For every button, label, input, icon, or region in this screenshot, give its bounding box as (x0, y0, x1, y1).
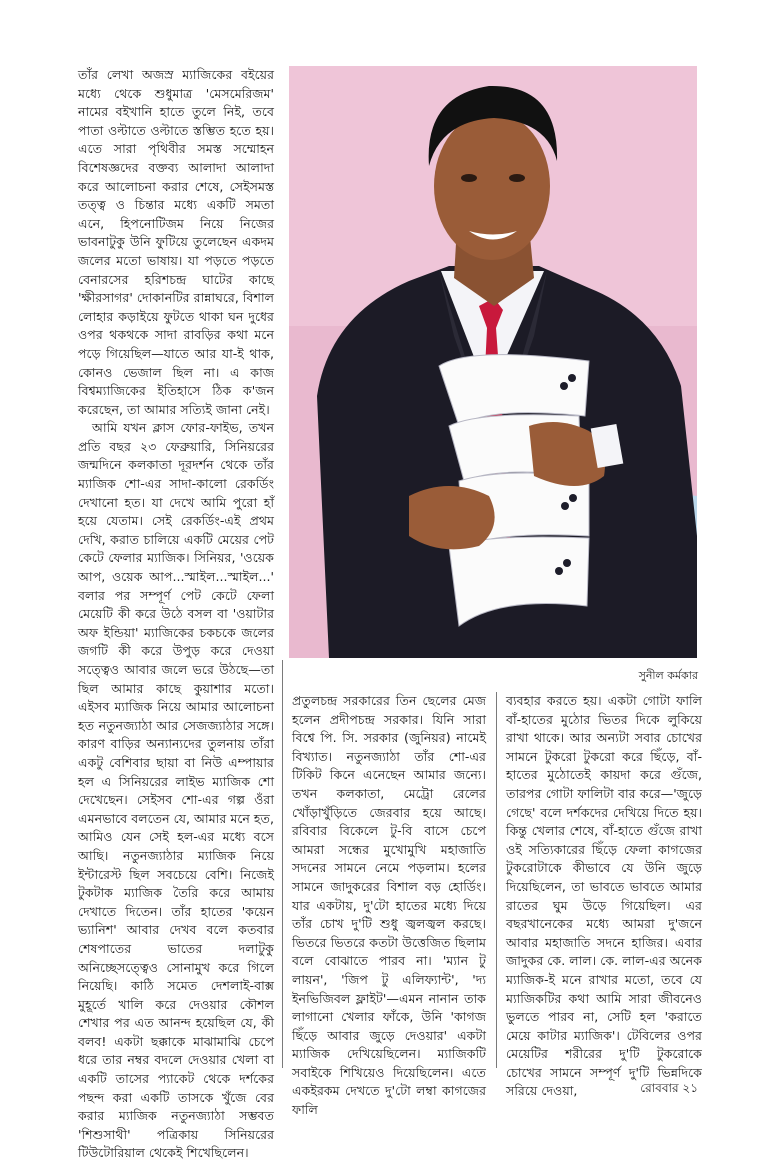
column-divider (282, 660, 283, 1068)
paragraph: ব্যবহার করতে হয়। একটা গোটা ফালি বাঁ-হাতের মুঠোর ভিতর দিকে লুকিয়ে রাখা থাকে। আর অন্যটা সবার চোখের সামনে টুকরো টুকরো করে ছিঁড়ে, বাঁ-হাতের মুঠোতেই কায়দা করে গুঁজে, তারপর গোটা ফালিটা বার করে—'জুড়ে গেছে' বলে দর্শকদের দেখিয়ে দিতে হয়। কিন্তু খেলার শেষে, বাঁ-হাতে গুঁজে রাখা ওই সত্যিকারের ছিঁড়ে ফেলা কাগজের টুকরোটাকে কীভাবে যে উনি জুড়ে দিয়েছিলেন, তা ভাবতে ভাবতে আমার রাতের ঘুম উড়ে গিয়েছিল। এর বছরখানেকের মধ্যে আমরা দু'জনে আবার মহাজাতি সদনে হাজির। এবার জাদুকর কে. লাল। কে. লাল-এর অনেক ম্যাজিক-ই মনে রাখার মতো, তবে যে ম্যাজিকটির কথা আমি সারা জীবনেও ভুলতে পারব না, সেটি হল 'করাতে মেয়ে কাটার ম্যাজিক'। টেবিলের ওপর মেয়েটির শরীরের দু'টি টুকরোকে চোখের সামনে সম্পূর্ণ দু'টি ভিন্নদিকে সরিয়ে দেওয়া, (506, 693, 702, 1099)
paragraph: প্রতুলচন্দ্র সরকারের তিন ছেলের মেজ হলেন প্রদীপচন্দ্র সরকার। যিনি সারা বিশ্বে পি. সি. সরকার (জুনিয়র) নামেই বিখ্যাত। নতুনজ্যাঠা তাঁর শো-এর টিকিট কিনে এনেছেন আমার জন্যে। তখন কলকাতা, মেট্রো রেলের খোঁড়াখুঁড়িতে জেরবার হয়ে আছে। রবিবার বিকেলে টু-বি বাসে চেপে আমরা সন্ধের মুখোমুখি মহাজাতি সদনের সামনে নেমে পড়লাম। হলের সামনে জাদুকরের বিশাল বড় হোর্ডিং। যার একটায়, দু'টো হাতের মধ্যে দিয়ে তাঁর চোখ দু'টি শুধু জ্বলজ্বল করছে। ভিতরে ভিতরে কতটা উত্তেজিত ছিলাম বলে বোঝাতে পারব না। 'ম্যান টু লায়ন', 'জিপ টু এলিফ্যান্ট', 'দ্য ইনভিজিবল ফ্লাইট'—এমন নানান তাক লাগানো খেলার ফাঁকে, উনি 'কাগজ ছিঁড়ে আবার জুড়ে দেওয়ার' একটা ম্যাজিক দেখিয়েছিলেন। ম্যাজিকটি সবাইকে শিখিয়েও দিয়েছিলেন। এতে একইরকম দেখতে দু'টো লম্বা কাগজের ফালি (292, 693, 486, 1118)
photo-credit: সুনীল কর্মকার (638, 669, 698, 682)
magician-photo (289, 66, 697, 658)
article-column-right (506, 692, 702, 1101)
paragraph: তাঁর লেখা অজস্র ম্যাজিকের বইয়ের মধ্যে থেকে শুধুমাত্র 'মেসমেরিজম' নামের বইখানি হাতে তুলে নিই, তবে পাতা ওল্টাতে ওল্টাতে স্তম্ভিত হতে হয়। এতে সারা পৃথিবীর সমস্ত সম্মোহন বিশেষজ্ঞদের বক্তব্য আলাদা আলাদা করে আলোচনা করার শেষে, সেইসমস্ত তত্ত্ব ও চিন্তার মধ্যে একটি সমতা এনে, হিপনোটিজম নিয়ে নিজের ভাবনাটুকু উনি ফুটিয়ে তুলেছেন একদম জলের মতো ভাষায়। যা পড়তে পড়তে বেনারসের হরিশচন্দ্র ঘাটের কাছে 'ক্ষীরসাগর' দোকানটির রান্নাঘরে, বিশাল লোহার কড়াইয়ে ফুটতে থাকা ঘন দুধের ওপর থকথকে সাদা রাবড়ির কথা মনে পড়ে গিয়েছিল—যাতে আর যা-ই থাক, কোনও ভেজাল ছিল না। এ কাজ বিশ্বম্যাজিকের ইতিহাসে ঠিক ক'জন করেছেন, তা আমার সত্যিই জানা নেই। (78, 67, 274, 417)
article-column-left (78, 66, 274, 1163)
column-divider (496, 692, 497, 1068)
page-footer: রোববার ২১ (640, 1081, 698, 1095)
article-column-middle (292, 692, 486, 1120)
paragraph: আমি যখন ক্লাস ফোর-ফাইভ, তখন প্রতি বছর ২৩ ফেব্রুয়ারি, সিনিয়রের জন্মদিনে কলকাতা দূরদর্শন থেকে তাঁর ম্যাজিক শো-এর সাদা-কালো রেকর্ডিং দেখানো হত। যা দেখে আমি পুরো হাঁ হয়ে যেতাম। সেই রেকর্ডিং-এই প্রথম দেখি, করাত চালিয়ে একটি মেয়ের পেট কেটে ফেলার ম্যাজিক। সিনিয়র, 'ওয়েক আপ, ওয়েক আপ...স্মাইল...স্মাইল...' বলার পর সম্পূর্ণ পেট কেটে ফেলা মেয়েটি কী করে উঠে বসল বা 'ওয়াটার অফ ইন্ডিয়া' ম্যাজিকের চকচকে জলের জগটি কী করে উপুড় করে দেওয়া সত্ত্বেও আবার জলে ভরে উঠছে—তা ছিল আমার কাছে কুয়াশার মতো। এইসব ম্যাজিক নিয়ে আমার আলোচনা হত নতুনজ্যাঠা আর সেজজ্যাঠার সঙ্গে। কারণ বাড়ির অন্যান্যদের তুলনায় তাঁরা একটু বেশিবার ছায়া বা নিউ এম্পায়ার হল এ সিনিয়রের লাইভ ম্যাজিক শো দেখেছেন। সেইসব শো-এর গল্প ওঁরা এমনভাবে বলতেন যে, আমার মনে হত, আমিও যেন সেই হল-এর মধ্যে বসে আছি। নতুনজ্যাঠার ম্যাজিক নিয়ে ইন্টারেস্ট ছিল সবচেয়ে বেশি। নিজেই টুকটাক ম্যাজিক তৈরি করে আমায় দেখাতে দিতেন। তাঁর হাতের 'কয়েন ভ্যানিশ' আবার দেখব বলে কতবার শেষপাতের ভাতের দলাটুকু অনিচ্ছেসত্ত্বেও সোনামুখ করে গিলে নিয়েছি। কাঠি সমেত দেশলাই-বাক্স মুহূর্তে খালি করে দেওয়ার কৌশল শেখার পর এত আনন্দ হয়েছিল যে, কী বলব! একটা ছক্কাকে মাঝামাঝি চেপে ধরে তার নম্বর বদলে দেওয়ার খেলা বা একটি তাসের প্যাকেট থেকে দর্শকের পছন্দ করা একটি তাসকে খুঁজে বের করার ম্যাজিক নতুনজ্যাঠা সম্ভবত 'শিশুসাথী' পত্রিকায় সিনিয়রের টিউটোরিয়াল থেকেই শিখেছিলেন। (78, 420, 274, 1161)
magician-illustration (289, 66, 697, 658)
